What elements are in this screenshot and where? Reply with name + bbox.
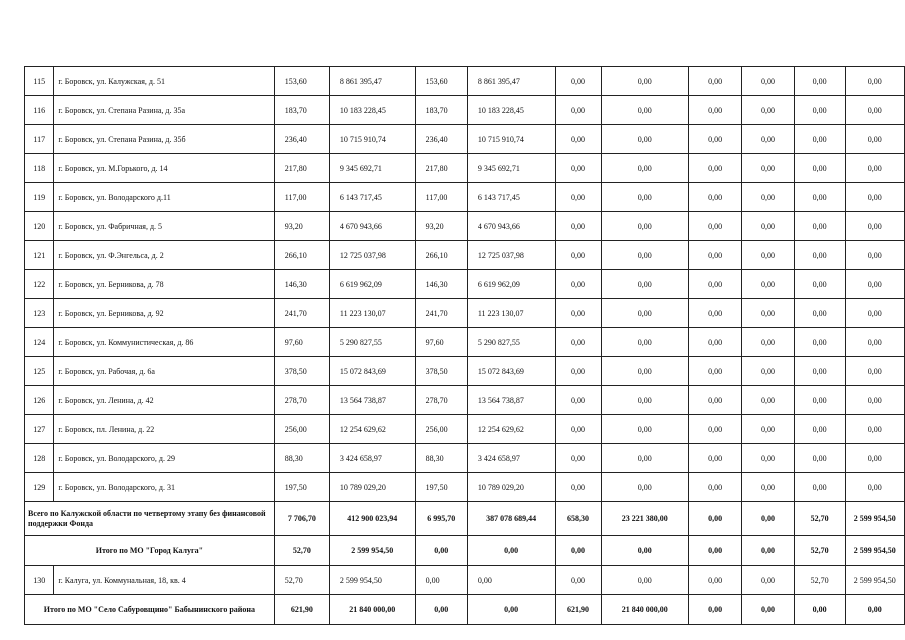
cell-area-4: 0,00 [794, 328, 845, 357]
table-row [25, 241, 905, 270]
cell-area-4: 0,00 [794, 154, 845, 183]
cell-area-2: 0,00 [555, 154, 601, 183]
cell-cost-3: 0,00 [742, 96, 794, 125]
row-address: г. Боровск, ул. М.Горького, д. 14 [54, 154, 274, 183]
cell-cost-total: 11 223 130,07 [329, 299, 415, 328]
row-address: г. Боровск, ул. Степана Разина, д. 35б [54, 125, 274, 154]
cell-area-total: 153,60 [274, 67, 329, 96]
cell-area-3: 0,00 [688, 357, 741, 386]
cell-cost-1: 8 861 395,47 [467, 67, 555, 96]
cell-cost-total: 10 183 228,45 [329, 96, 415, 125]
cell-area-4: 52,70 [794, 536, 845, 566]
cell-cost-3: 0,00 [742, 595, 794, 625]
cell-area-4: 0,00 [794, 386, 845, 415]
table-row [25, 444, 905, 473]
cell-cost-1: 10 789 029,20 [467, 473, 555, 502]
cell-cost-3: 0,00 [742, 299, 794, 328]
table-body [25, 67, 905, 625]
cell-cost-total: 10 789 029,20 [329, 473, 415, 502]
cell-area-3: 0,00 [688, 125, 741, 154]
table-row [25, 212, 905, 241]
table-row [25, 154, 905, 183]
cell-area-1: 153,60 [415, 67, 467, 96]
cell-cost-1: 5 290 827,55 [467, 328, 555, 357]
cell-area-total: 278,70 [274, 386, 329, 415]
housing-table [24, 66, 905, 625]
cell-cost-2: 21 840 000,00 [601, 595, 688, 625]
row-number: 120 [25, 212, 54, 241]
total-label: Всего по Калужской области по четвертому этапу без финансовой поддержки Фонда [25, 502, 275, 536]
cell-area-1: 97,60 [415, 328, 467, 357]
row-address: г. Боровск, ул. Степана Разина, д. 35а [54, 96, 274, 125]
cell-cost-total: 12 254 629,62 [329, 415, 415, 444]
cell-area-1: 241,70 [415, 299, 467, 328]
row-number: 115 [25, 67, 54, 96]
cell-area-1: 6 995,70 [415, 502, 467, 536]
cell-area-2: 0,00 [555, 357, 601, 386]
cell-area-4: 0,00 [794, 183, 845, 212]
row-number: 125 [25, 357, 54, 386]
cell-cost-3: 0,00 [742, 536, 794, 566]
cell-area-4: 0,00 [794, 299, 845, 328]
cell-area-4: 0,00 [794, 415, 845, 444]
cell-area-2: 658,30 [555, 502, 601, 536]
cell-cost-2: 0,00 [601, 96, 688, 125]
row-number: 123 [25, 299, 54, 328]
cell-cost-2: 0,00 [601, 212, 688, 241]
cell-area-2: 0,00 [555, 270, 601, 299]
table-row [25, 566, 905, 595]
cell-cost-total: 8 861 395,47 [329, 67, 415, 96]
row-number: 130 [25, 566, 54, 595]
cell-cost-total: 15 072 843,69 [329, 357, 415, 386]
row-number: 121 [25, 241, 54, 270]
cell-cost-1: 12 254 629,62 [467, 415, 555, 444]
cell-cost-2: 0,00 [601, 241, 688, 270]
cell-area-1: 88,30 [415, 444, 467, 473]
cell-cost-4: 0,00 [845, 415, 905, 444]
cell-cost-1: 387 078 689,44 [467, 502, 555, 536]
cell-cost-2: 0,00 [601, 183, 688, 212]
cell-cost-3: 0,00 [742, 154, 794, 183]
cell-cost-1: 10 715 910,74 [467, 125, 555, 154]
cell-area-total: 266,10 [274, 241, 329, 270]
cell-area-1: 0,00 [415, 595, 467, 625]
cell-area-1: 256,00 [415, 415, 467, 444]
row-address: г. Боровск, пл. Ленина, д. 22 [54, 415, 274, 444]
cell-cost-3: 0,00 [742, 67, 794, 96]
cell-cost-4: 0,00 [845, 183, 905, 212]
cell-area-2: 0,00 [555, 125, 601, 154]
cell-cost-total: 2 599 954,50 [329, 566, 415, 595]
cell-area-2: 0,00 [555, 415, 601, 444]
cell-area-1: 378,50 [415, 357, 467, 386]
cell-cost-1: 0,00 [467, 536, 555, 566]
row-address: г. Боровск, ул. Берникова, д. 92 [54, 299, 274, 328]
table-row [25, 415, 905, 444]
cell-area-1: 197,50 [415, 473, 467, 502]
cell-area-total: 256,00 [274, 415, 329, 444]
table-row [25, 96, 905, 125]
row-number: 128 [25, 444, 54, 473]
cell-cost-2: 23 221 380,00 [601, 502, 688, 536]
cell-area-2: 0,00 [555, 67, 601, 96]
cell-cost-4: 0,00 [845, 125, 905, 154]
cell-cost-1: 9 345 692,71 [467, 154, 555, 183]
row-address: г. Боровск, ул. Рабочая, д. 6а [54, 357, 274, 386]
cell-cost-total: 21 840 000,00 [329, 595, 415, 625]
cell-cost-4: 2 599 954,50 [845, 502, 905, 536]
cell-cost-2: 0,00 [601, 566, 688, 595]
cell-area-1: 236,40 [415, 125, 467, 154]
cell-area-3: 0,00 [688, 502, 741, 536]
row-address: г. Боровск, ул. Фабричная, д. 5 [54, 212, 274, 241]
cell-cost-total: 5 290 827,55 [329, 328, 415, 357]
row-number: 116 [25, 96, 54, 125]
cell-area-2: 0,00 [555, 536, 601, 566]
cell-cost-4: 0,00 [845, 299, 905, 328]
cell-area-4: 0,00 [794, 444, 845, 473]
cell-area-2: 0,00 [555, 96, 601, 125]
cell-area-1: 117,00 [415, 183, 467, 212]
cell-area-total: 217,80 [274, 154, 329, 183]
cell-area-2: 0,00 [555, 241, 601, 270]
cell-cost-4: 0,00 [845, 154, 905, 183]
cell-area-total: 93,20 [274, 212, 329, 241]
row-number: 117 [25, 125, 54, 154]
total-label: Итого по МО "Село Сабуровщино" Бабынинского района [25, 595, 275, 625]
cell-cost-1: 4 670 943,66 [467, 212, 555, 241]
cell-cost-1: 13 564 738,87 [467, 386, 555, 415]
table-row [25, 299, 905, 328]
cell-cost-3: 0,00 [742, 270, 794, 299]
cell-cost-2: 0,00 [601, 154, 688, 183]
cell-cost-4: 2 599 954,50 [845, 566, 905, 595]
cell-area-4: 0,00 [794, 473, 845, 502]
row-number: 124 [25, 328, 54, 357]
cell-cost-1: 10 183 228,45 [467, 96, 555, 125]
cell-area-total: 378,50 [274, 357, 329, 386]
cell-cost-total: 13 564 738,87 [329, 386, 415, 415]
cell-cost-3: 0,00 [742, 473, 794, 502]
cell-area-total: 97,60 [274, 328, 329, 357]
cell-area-2: 0,00 [555, 212, 601, 241]
cell-area-4: 0,00 [794, 125, 845, 154]
cell-cost-total: 12 725 037,98 [329, 241, 415, 270]
row-address: г. Калуга, ул. Коммунальная, 18, кв. 4 [54, 566, 274, 595]
cell-cost-1: 12 725 037,98 [467, 241, 555, 270]
cell-cost-1: 6 143 717,45 [467, 183, 555, 212]
cell-area-3: 0,00 [688, 566, 741, 595]
cell-cost-3: 0,00 [742, 444, 794, 473]
cell-area-1: 217,80 [415, 154, 467, 183]
cell-cost-3: 0,00 [742, 125, 794, 154]
cell-area-3: 0,00 [688, 444, 741, 473]
cell-cost-total: 9 345 692,71 [329, 154, 415, 183]
row-address: г. Боровск, ул. Ленина, д. 42 [54, 386, 274, 415]
cell-cost-total: 6 619 962,09 [329, 270, 415, 299]
cell-cost-total: 4 670 943,66 [329, 212, 415, 241]
row-address: г. Боровск, ул. Володарского, д. 29 [54, 444, 274, 473]
cell-cost-3: 0,00 [742, 386, 794, 415]
cell-cost-total: 412 900 023,94 [329, 502, 415, 536]
cell-cost-1: 6 619 962,09 [467, 270, 555, 299]
cell-area-3: 0,00 [688, 241, 741, 270]
row-number: 129 [25, 473, 54, 502]
cell-cost-3: 0,00 [742, 183, 794, 212]
cell-cost-1: 0,00 [467, 566, 555, 595]
table-row [25, 357, 905, 386]
row-address: г. Боровск, ул. Берникова, д. 78 [54, 270, 274, 299]
cell-area-1: 146,30 [415, 270, 467, 299]
cell-area-total: 52,70 [274, 566, 329, 595]
cell-area-total: 183,70 [274, 96, 329, 125]
cell-area-total: 236,40 [274, 125, 329, 154]
cell-area-1: 278,70 [415, 386, 467, 415]
cell-cost-3: 0,00 [742, 502, 794, 536]
cell-cost-4: 0,00 [845, 444, 905, 473]
cell-area-total: 7 706,70 [274, 502, 329, 536]
cell-cost-total: 2 599 954,50 [329, 536, 415, 566]
row-address: г. Боровск, ул. Володарского, д. 31 [54, 473, 274, 502]
cell-area-total: 146,30 [274, 270, 329, 299]
cell-cost-total: 6 143 717,45 [329, 183, 415, 212]
cell-area-total: 52,70 [274, 536, 329, 566]
cell-area-3: 0,00 [688, 154, 741, 183]
cell-cost-2: 0,00 [601, 125, 688, 154]
cell-cost-2: 0,00 [601, 386, 688, 415]
cell-area-4: 0,00 [794, 96, 845, 125]
cell-cost-2: 0,00 [601, 357, 688, 386]
cell-cost-3: 0,00 [742, 328, 794, 357]
cell-area-3: 0,00 [688, 183, 741, 212]
cell-area-1: 0,00 [415, 566, 467, 595]
cell-area-1: 183,70 [415, 96, 467, 125]
total-row-sabur [25, 595, 905, 625]
cell-cost-3: 0,00 [742, 241, 794, 270]
cell-area-3: 0,00 [688, 212, 741, 241]
table-row [25, 125, 905, 154]
cell-area-4: 0,00 [794, 595, 845, 625]
table-row [25, 473, 905, 502]
total-label: Итого по МО "Город Калуга" [25, 536, 275, 566]
cell-area-4: 52,70 [794, 502, 845, 536]
cell-cost-2: 0,00 [601, 67, 688, 96]
cell-area-3: 0,00 [688, 415, 741, 444]
cell-area-4: 0,00 [794, 357, 845, 386]
total-row-city [25, 536, 905, 566]
cell-cost-total: 3 424 658,97 [329, 444, 415, 473]
cell-cost-4: 0,00 [845, 270, 905, 299]
cell-area-3: 0,00 [688, 96, 741, 125]
cell-cost-2: 0,00 [601, 328, 688, 357]
cell-cost-total: 10 715 910,74 [329, 125, 415, 154]
cell-cost-4: 0,00 [845, 357, 905, 386]
cell-cost-2: 0,00 [601, 444, 688, 473]
cell-cost-1: 0,00 [467, 595, 555, 625]
cell-area-2: 0,00 [555, 444, 601, 473]
cell-area-4: 0,00 [794, 67, 845, 96]
cell-area-4: 52,70 [794, 566, 845, 595]
cell-area-1: 93,20 [415, 212, 467, 241]
row-address: г. Боровск, ул. Ф.Энгельса, д. 2 [54, 241, 274, 270]
cell-area-3: 0,00 [688, 270, 741, 299]
cell-area-3: 0,00 [688, 67, 741, 96]
row-address: г. Боровск, ул. Калужская, д. 51 [54, 67, 274, 96]
cell-cost-4: 2 599 954,50 [845, 536, 905, 566]
cell-area-3: 0,00 [688, 386, 741, 415]
cell-area-2: 621,90 [555, 595, 601, 625]
cell-cost-3: 0,00 [742, 212, 794, 241]
row-address: г. Боровск, ул. Коммунистическая, д. 86 [54, 328, 274, 357]
cell-area-3: 0,00 [688, 536, 741, 566]
table-row [25, 67, 905, 96]
row-number: 122 [25, 270, 54, 299]
cell-area-total: 621,90 [274, 595, 329, 625]
row-number: 126 [25, 386, 54, 415]
table-row [25, 328, 905, 357]
cell-cost-4: 0,00 [845, 595, 905, 625]
cell-area-2: 0,00 [555, 473, 601, 502]
cell-area-2: 0,00 [555, 299, 601, 328]
cell-area-total: 241,70 [274, 299, 329, 328]
cell-cost-3: 0,00 [742, 415, 794, 444]
cell-cost-2: 0,00 [601, 270, 688, 299]
cell-cost-4: 0,00 [845, 328, 905, 357]
row-number: 118 [25, 154, 54, 183]
table-row [25, 183, 905, 212]
cell-area-total: 197,50 [274, 473, 329, 502]
cell-area-4: 0,00 [794, 270, 845, 299]
cell-area-2: 0,00 [555, 328, 601, 357]
cell-area-total: 88,30 [274, 444, 329, 473]
cell-cost-4: 0,00 [845, 96, 905, 125]
cell-area-1: 266,10 [415, 241, 467, 270]
cell-cost-2: 0,00 [601, 415, 688, 444]
total-row-region [25, 502, 905, 536]
cell-cost-1: 15 072 843,69 [467, 357, 555, 386]
cell-area-4: 0,00 [794, 212, 845, 241]
cell-cost-3: 0,00 [742, 357, 794, 386]
cell-cost-2: 0,00 [601, 299, 688, 328]
table-row [25, 386, 905, 415]
cell-cost-4: 0,00 [845, 212, 905, 241]
cell-cost-4: 0,00 [845, 67, 905, 96]
cell-area-total: 117,00 [274, 183, 329, 212]
cell-area-3: 0,00 [688, 299, 741, 328]
cell-cost-4: 0,00 [845, 386, 905, 415]
cell-area-1: 0,00 [415, 536, 467, 566]
cell-cost-2: 0,00 [601, 473, 688, 502]
row-number: 119 [25, 183, 54, 212]
cell-area-2: 0,00 [555, 183, 601, 212]
cell-cost-4: 0,00 [845, 241, 905, 270]
row-number: 127 [25, 415, 54, 444]
row-address: г. Боровск, ул. Володарского д.11 [54, 183, 274, 212]
table-row [25, 270, 905, 299]
cell-cost-3: 0,00 [742, 566, 794, 595]
cell-cost-1: 3 424 658,97 [467, 444, 555, 473]
cell-area-3: 0,00 [688, 473, 741, 502]
cell-cost-4: 0,00 [845, 473, 905, 502]
cell-area-2: 0,00 [555, 566, 601, 595]
cell-area-2: 0,00 [555, 386, 601, 415]
cell-cost-1: 11 223 130,07 [467, 299, 555, 328]
cell-area-4: 0,00 [794, 241, 845, 270]
cell-cost-2: 0,00 [601, 536, 688, 566]
cell-area-3: 0,00 [688, 595, 741, 625]
cell-area-3: 0,00 [688, 328, 741, 357]
